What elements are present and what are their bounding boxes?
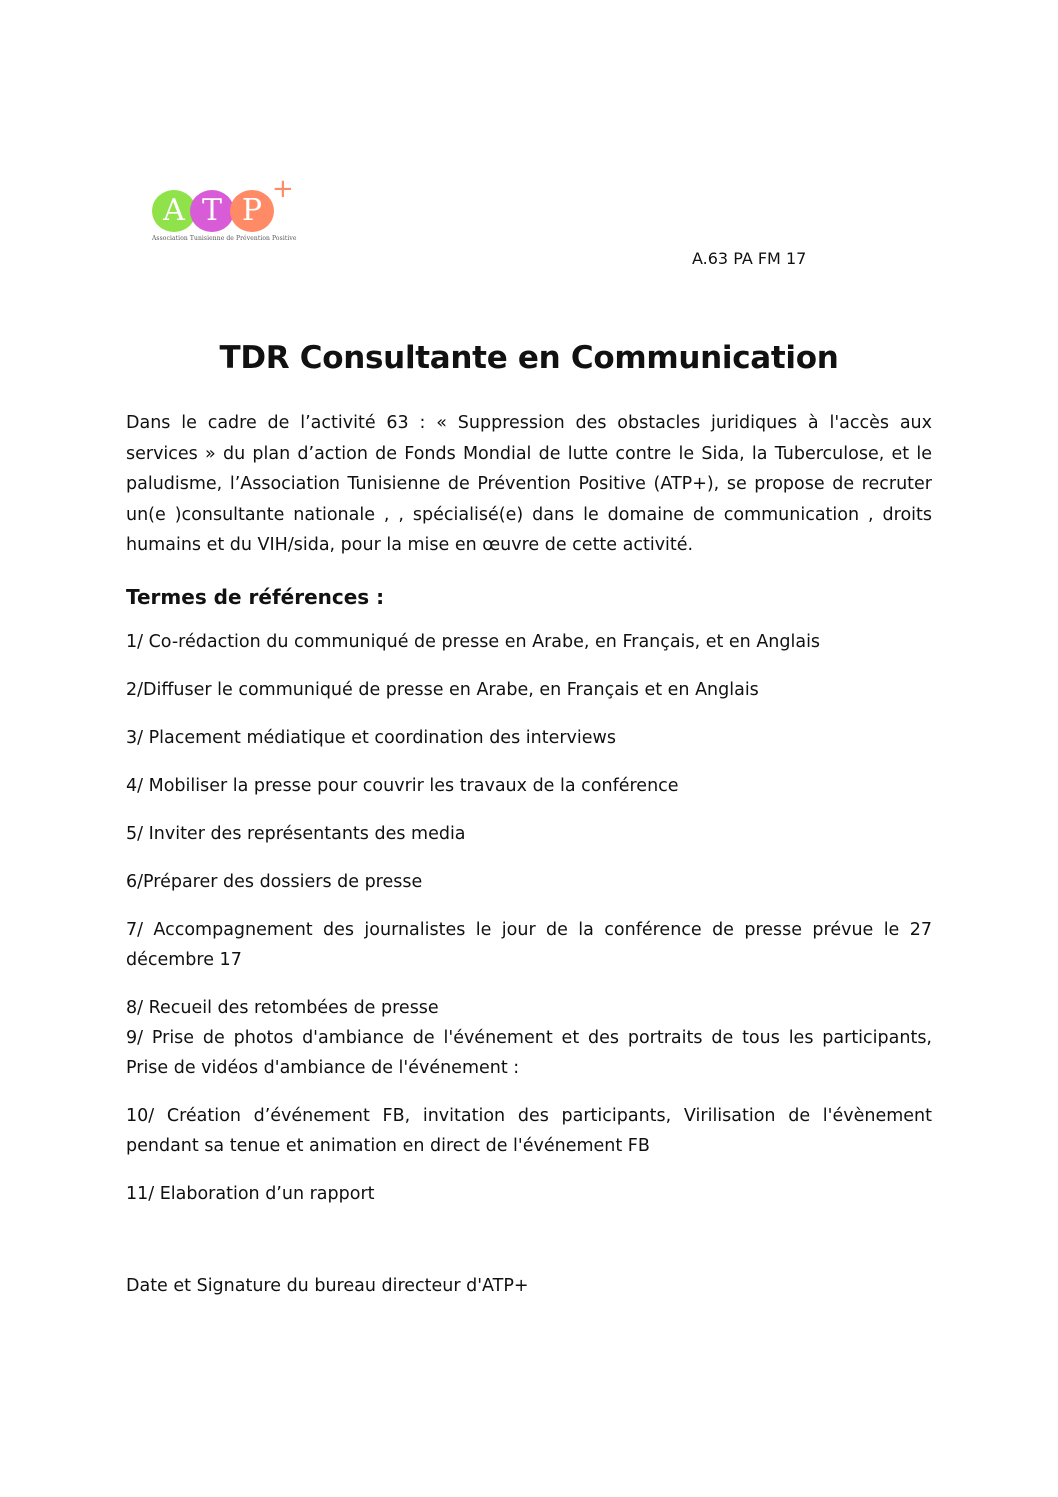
document-title: TDR Consultante en Communication [219,340,839,376]
logo-tagline: Association Tunisienne de Prévention Positive [152,235,297,242]
intro-paragraph: Dans le cadre de l’activité 63 : « Suppression des obstacles juridiques à l'accès aux services » du plan d’action de Fonds Mondial de lutte contre le Sida, la Tuberculose, et le paludisme, l’Association Tunisienne de Prévention Positive (ATP+), se propose de recruter un(e )consultante nationale , , spécialisé(e) dans le domaine de communication , droits humains et du VIH/sida, pour la mise en œuvre de cette activité. [126,413,932,555]
list-item: 3/ Placement médiatique et coordination des interviews [126,727,616,748]
list-item: 2/Diffuser le communiqué de presse en Arabe, en Français et en Anglais [126,679,759,700]
list-item: 5/ Inviter des représentants des media [126,823,466,844]
logo-letter-a: A [152,190,196,232]
atp-logo [150,174,300,248]
section-title: Termes de références : [126,584,385,609]
document-body [126,408,932,1227]
list-item: 10/ Création d’événement FB, invitation des participants, Virilisation de l'évènement pendant sa tenue et animation en direct de l'événement FB [126,1105,932,1156]
list-item: 4/ Mobiliser la presse pour couvrir les travaux de la conférence [126,775,679,796]
terms-list [126,627,932,1209]
list-item: 8/ Recueil des retombées de presse [126,997,439,1018]
logo-plus: + [272,174,294,204]
signature-line: Date et Signature du bureau directeur d'ATP+ [126,1276,529,1296]
list-item: 7/ Accompagnement des journalistes le jour de la conférence de presse prévue le 27 décembre 17 [126,919,932,970]
list-item: 6/Préparer des dossiers de presse [126,871,423,892]
list-item: 1/ Co-rédaction du communiqué de presse en Arabe, en Français, et en Anglais [126,631,821,652]
list-item: 11/ Elaboration d’un rapport [126,1183,375,1204]
list-item: 9/ Prise de photos d'ambiance de l'événement et des portraits de tous les participants, Prise de vidéos d'ambiance de l'événement : [126,1027,932,1078]
document-reference: A.63 PA FM 17 [692,249,807,268]
logo-letter-p: P [230,190,274,232]
logo-letter-t: T [190,190,234,232]
